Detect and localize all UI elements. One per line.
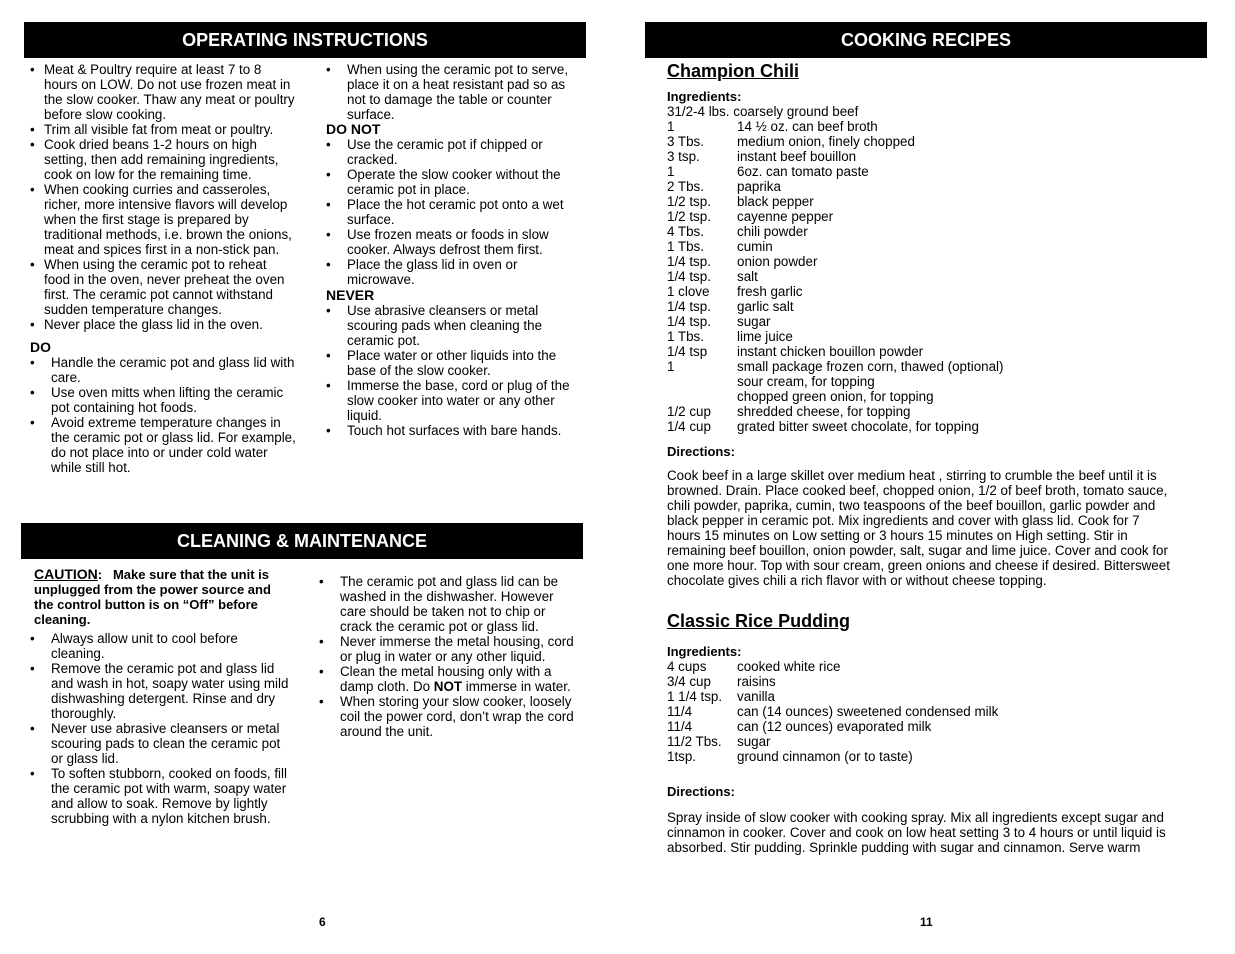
list-item: • When storing your slow cooker, loosely coil the power cord, don’t wrap the cord around the unit. — [313, 694, 575, 739]
list-item: • Never immerse the metal housing, cord or plug in water or any other liquid. — [313, 634, 575, 664]
ingredient-description: vanilla — [737, 689, 775, 704]
pudding-directions-text: Spray inside of slow cooker with cooking spray. Mix all ingredients except sugar and cinnamon in cooker. Cover and cook on low heat setting 3 to 4 hours or until liquid is absorbed. Stir pudding. Sprinkle pudding with sugar and cinnamon. Serve warm — [667, 810, 1166, 855]
ingredient-description: lime juice — [737, 329, 793, 344]
ingredient-quantity: 1/4 tsp — [667, 344, 708, 359]
chili-title: Champion Chili — [667, 61, 799, 81]
list-item: • When cooking curries and casseroles, richer, more intensive flavors will develop when the first stage is prepared by traditional methods, i.e. brown the onions, meat and spices first in a non-stick pan. — [24, 182, 296, 257]
chili-directions-label: Directions: — [667, 444, 735, 459]
ingredient-quantity — [667, 374, 737, 389]
chili-directions — [667, 444, 1175, 588]
ingredient-quantity: 11/4 — [667, 719, 693, 734]
list-item: • Place the glass lid in oven or microwave. — [320, 257, 582, 287]
ingredient-quantity: 1/4 tsp. — [667, 269, 711, 284]
ingredient-quantity: 4 cups — [667, 659, 707, 674]
ingredient-quantity: 1 clove — [667, 284, 710, 299]
do-heading: DO — [30, 339, 51, 355]
ingredient-description: black pepper — [737, 194, 814, 209]
ingredient-description: fresh garlic — [737, 284, 803, 299]
clean-housing-bold: NOT — [433, 679, 463, 694]
ingredient-row — [667, 224, 1003, 239]
cleaning-list-2 — [313, 574, 575, 664]
cleaning-col-1 — [24, 567, 292, 826]
ingredient-row — [667, 269, 1003, 284]
ingredient-row — [667, 284, 1003, 299]
ingredient-row — [667, 734, 998, 749]
ingredient-row — [667, 314, 1003, 329]
ingredient-description: sugar — [737, 734, 771, 749]
ingredient-quantity: 1 — [667, 164, 675, 179]
ingredient-quantity: 1/4 tsp. — [667, 254, 711, 269]
ingredient-description: cayenne pepper — [737, 209, 834, 224]
operating-list-1 — [24, 62, 296, 332]
list-item: • Meat & Poultry require at least 7 to 8 hours on LOW. Do not use frozen meat in the slow cooker. Thaw any meat or poultry before slow cooking. — [24, 62, 296, 122]
ingredient-row — [667, 299, 1003, 314]
list-item: • Avoid extreme temperature changes in the ceramic pot or glass lid. For example, do not place into or under cold water while still hot. — [24, 415, 296, 475]
ingredient-quantity: 1/2 tsp. — [667, 194, 711, 209]
ingredient-quantity — [667, 389, 737, 404]
list-item: • Use frozen meats or foods in slow cooker. Always defrost them first. — [320, 227, 582, 257]
ingredient-row — [667, 179, 1003, 194]
cleaning-list-1 — [24, 631, 292, 826]
ingredient-description: instant chicken bouillon powder — [737, 344, 924, 359]
list-item: • Operate the slow cooker without the ceramic pot in place. — [320, 167, 582, 197]
ingredient-quantity: 2 Tbs. — [667, 179, 704, 194]
ingredient-row — [667, 749, 998, 764]
ingredient-row — [667, 359, 1003, 374]
ingredient-quantity: 1 1/4 tsp. — [667, 689, 723, 704]
caution-note — [24, 567, 292, 627]
ingredient-row — [667, 659, 998, 674]
ingredient-description: medium onion, finely chopped — [737, 134, 915, 149]
ingredient-description: shredded cheese, for topping — [737, 404, 911, 419]
ingredient-quantity: 1/2 cup — [667, 404, 711, 419]
cooking-recipes-banner: COOKING RECIPES — [645, 22, 1207, 58]
pudding-directions-label: Directions: — [667, 784, 735, 799]
ingredient-quantity: 3 tsp. — [667, 149, 700, 164]
do-not-list — [320, 137, 582, 287]
ingredient-quantity: 11/2 Tbs. — [667, 734, 722, 749]
do-list — [24, 355, 296, 475]
chili-directions-text: Cook beef in a large skillet over medium heat , stirring to crumble the beef until it is browned. Drain. Place cooked beef, chopped onion, 1/2 of beef broth, tomato sauce, chili powder, paprika, cumin, two teaspoons of the beef bouillon, garlic powder and black pepper in ceramic pot. Mix ingredients and cover with glass lid. Cook for 7 hours 15 minutes on Low setting or 3 hours 15 minutes on High setting. Stir in remaining beef bouillon, onion powder, salt, sugar and lime juice. Cover and cook for one more hour. Top with sour cream, green onions and cheese if desired. Bittersweet chocolate gives chili a rich flavor with or without cheese topping. — [667, 468, 1170, 588]
page-number-right: 11 — [920, 915, 933, 929]
ingredient-quantity: 11/4 — [667, 704, 693, 719]
list-item: • Trim all visible fat from meat or poultry. — [24, 122, 296, 137]
operating-instructions-banner: OPERATING INSTRUCTIONS — [24, 22, 586, 58]
never-list — [320, 303, 582, 438]
ingredient-description: 6oz. can tomato paste — [737, 164, 869, 179]
ingredient-quantity: 1/2 tsp. — [667, 209, 711, 224]
ingredient-description: chili powder — [737, 224, 808, 239]
list-item: • Always allow unit to cool before cleaning. — [24, 631, 292, 661]
list-item: • Never use abrasive cleansers or metal scouring pads to clean the ceramic pot or glass lid. — [24, 721, 292, 766]
ingredient-description: paprika — [737, 179, 781, 194]
list-item: • When using the ceramic pot to serve, place it on a heat resistant pad so as not to damage the table or counter surface. — [320, 62, 582, 122]
ingredient-row — [667, 404, 1003, 419]
ingredient-row — [667, 704, 998, 719]
operating-list-2 — [320, 62, 582, 122]
ingredient-description: cooked white rice — [737, 659, 841, 674]
ingredient-description: onion powder — [737, 254, 818, 269]
chili-ingredients — [667, 89, 1187, 434]
list-item: • Never place the glass lid in the oven. — [24, 317, 296, 332]
ingredient-description: sugar — [737, 314, 771, 329]
operating-col-1 — [24, 62, 296, 475]
ingredient-description: cumin — [737, 239, 773, 254]
ingredient-description: sour cream, for topping — [737, 374, 875, 389]
list-item: • Use abrasive cleansers or metal scouring pads when cleaning the ceramic pot. — [320, 303, 582, 348]
ingredient-quantity: 1 — [667, 359, 675, 374]
list-item: • Immerse the base, cord or plug of the slow cooker into water or any other liquid. — [320, 378, 582, 423]
ingredient-row — [667, 419, 1003, 434]
list-item: • Remove the ceramic pot and glass lid and wash in hot, soapy water using mild dishwashing detergent. Rinse and dry thoroughly. — [24, 661, 292, 721]
ingredient-description: can (14 ounces) sweetened condensed milk — [737, 704, 999, 719]
ingredient-description: grated bitter sweet chocolate, for topping — [737, 419, 979, 434]
pudding-ingredients-label: Ingredients: — [667, 644, 742, 659]
ingredient-quantity: 3/4 cup — [667, 674, 711, 689]
cleaning-col-2 — [313, 574, 575, 739]
ingredient-row — [667, 149, 1003, 164]
caution-colon: : — [97, 567, 103, 582]
ingredient-quantity: 1/4 tsp. — [667, 314, 711, 329]
list-item: • Handle the ceramic pot and glass lid with care. — [24, 355, 296, 385]
ingredient-description: 14 ½ oz. can beef broth — [737, 119, 878, 134]
ingredient-quantity: 1tsp. — [667, 749, 697, 764]
list-item: • The ceramic pot and glass lid can be washed in the dishwasher. However care should be taken not to chip or crack the ceramic pot or glass lid. — [313, 574, 575, 634]
operating-col-2 — [320, 62, 582, 438]
pudding-title: Classic Rice Pudding — [667, 611, 851, 631]
ingredient-row — [667, 209, 1003, 224]
ingredient-row — [667, 719, 998, 734]
ingredient-quantity: 1 Tbs. — [667, 239, 704, 254]
ingredient-description: raisins — [737, 674, 776, 689]
ingredient-quantity: 1 — [667, 119, 675, 134]
caution-word: CAUTION — [34, 566, 98, 582]
ingredient-description: garlic salt — [737, 299, 794, 314]
ingredient-quantity: 3 Tbs. — [667, 134, 704, 149]
list-item: • Touch hot surfaces with bare hands. — [320, 423, 582, 438]
ingredient-row — [667, 674, 998, 689]
list-item — [313, 664, 575, 694]
ingredient-row — [667, 389, 1003, 404]
pudding-directions — [667, 784, 1175, 855]
chili-first-ingredient: 31/2-4 lbs. coarsely ground beef — [667, 104, 859, 119]
pudding-ingredients — [667, 644, 1187, 764]
list-item: • Place the hot ceramic pot onto a wet surface. — [320, 197, 582, 227]
list-item: • Cook dried beans 1-2 hours on high setting, then add remaining ingredients, cook on low for the remaining time. — [24, 137, 296, 182]
ingredient-row — [667, 134, 1003, 149]
ingredient-row — [667, 689, 998, 704]
ingredient-row — [667, 344, 1003, 359]
cleaning-list-2b — [313, 664, 575, 739]
ingredient-quantity: 1/4 tsp. — [667, 299, 711, 314]
clean-housing-post: immerse in water. — [462, 679, 571, 694]
ingredient-row — [667, 194, 1003, 209]
ingredient-description: small package frozen corn, thawed (optional) — [737, 359, 1004, 374]
ingredient-row — [667, 239, 1003, 254]
ingredient-quantity: 1/4 cup — [667, 419, 711, 434]
chili-ingredients-table — [667, 119, 1003, 434]
ingredient-row — [667, 164, 1003, 179]
list-item: • To soften stubborn, cooked on foods, fill the ceramic pot with warm, soapy water and allow to soak. Remove by lightly scrubbing with a nylon kitchen brush. — [24, 766, 292, 826]
ingredient-description: instant beef bouillon — [737, 149, 857, 164]
ingredient-row — [667, 254, 1003, 269]
ingredient-quantity: 4 Tbs. — [667, 224, 704, 239]
ingredient-row — [667, 374, 1003, 389]
list-item: • When using the ceramic pot to reheat food in the oven, never preheat the oven first. The ceramic pot cannot withstand sudden temperature changes. — [24, 257, 296, 317]
ingredient-row — [667, 329, 1003, 344]
cleaning-maintenance-banner: CLEANING & MAINTENANCE — [21, 523, 583, 559]
list-item: • Use oven mitts when lifting the ceramic pot containing hot foods. — [24, 385, 296, 415]
caution-text: Make sure that the unit is unplugged from the power source and the control button is on “Off” before cleaning. — [34, 567, 271, 627]
ingredient-description: can (12 ounces) evaporated milk — [737, 719, 932, 734]
chili-ingredients-label: Ingredients: — [667, 89, 742, 104]
pudding-ingredients-table — [667, 659, 998, 764]
page-number-left: 6 — [319, 915, 326, 929]
ingredient-description: ground cinnamon (or to taste) — [737, 749, 913, 764]
list-item: • Use the ceramic pot if chipped or cracked. — [320, 137, 582, 167]
clean-housing-pre: Clean the metal housing only with a damp cloth. Do — [340, 664, 552, 694]
list-item: • Place water or other liquids into the base of the slow cooker. — [320, 348, 582, 378]
ingredient-description: chopped green onion, for topping — [737, 389, 934, 404]
ingredient-row — [667, 119, 1003, 134]
ingredient-description: salt — [737, 269, 758, 284]
do-not-heading: DO NOT — [326, 121, 381, 137]
never-heading: NEVER — [326, 287, 375, 303]
ingredient-quantity: 1 Tbs. — [667, 329, 704, 344]
